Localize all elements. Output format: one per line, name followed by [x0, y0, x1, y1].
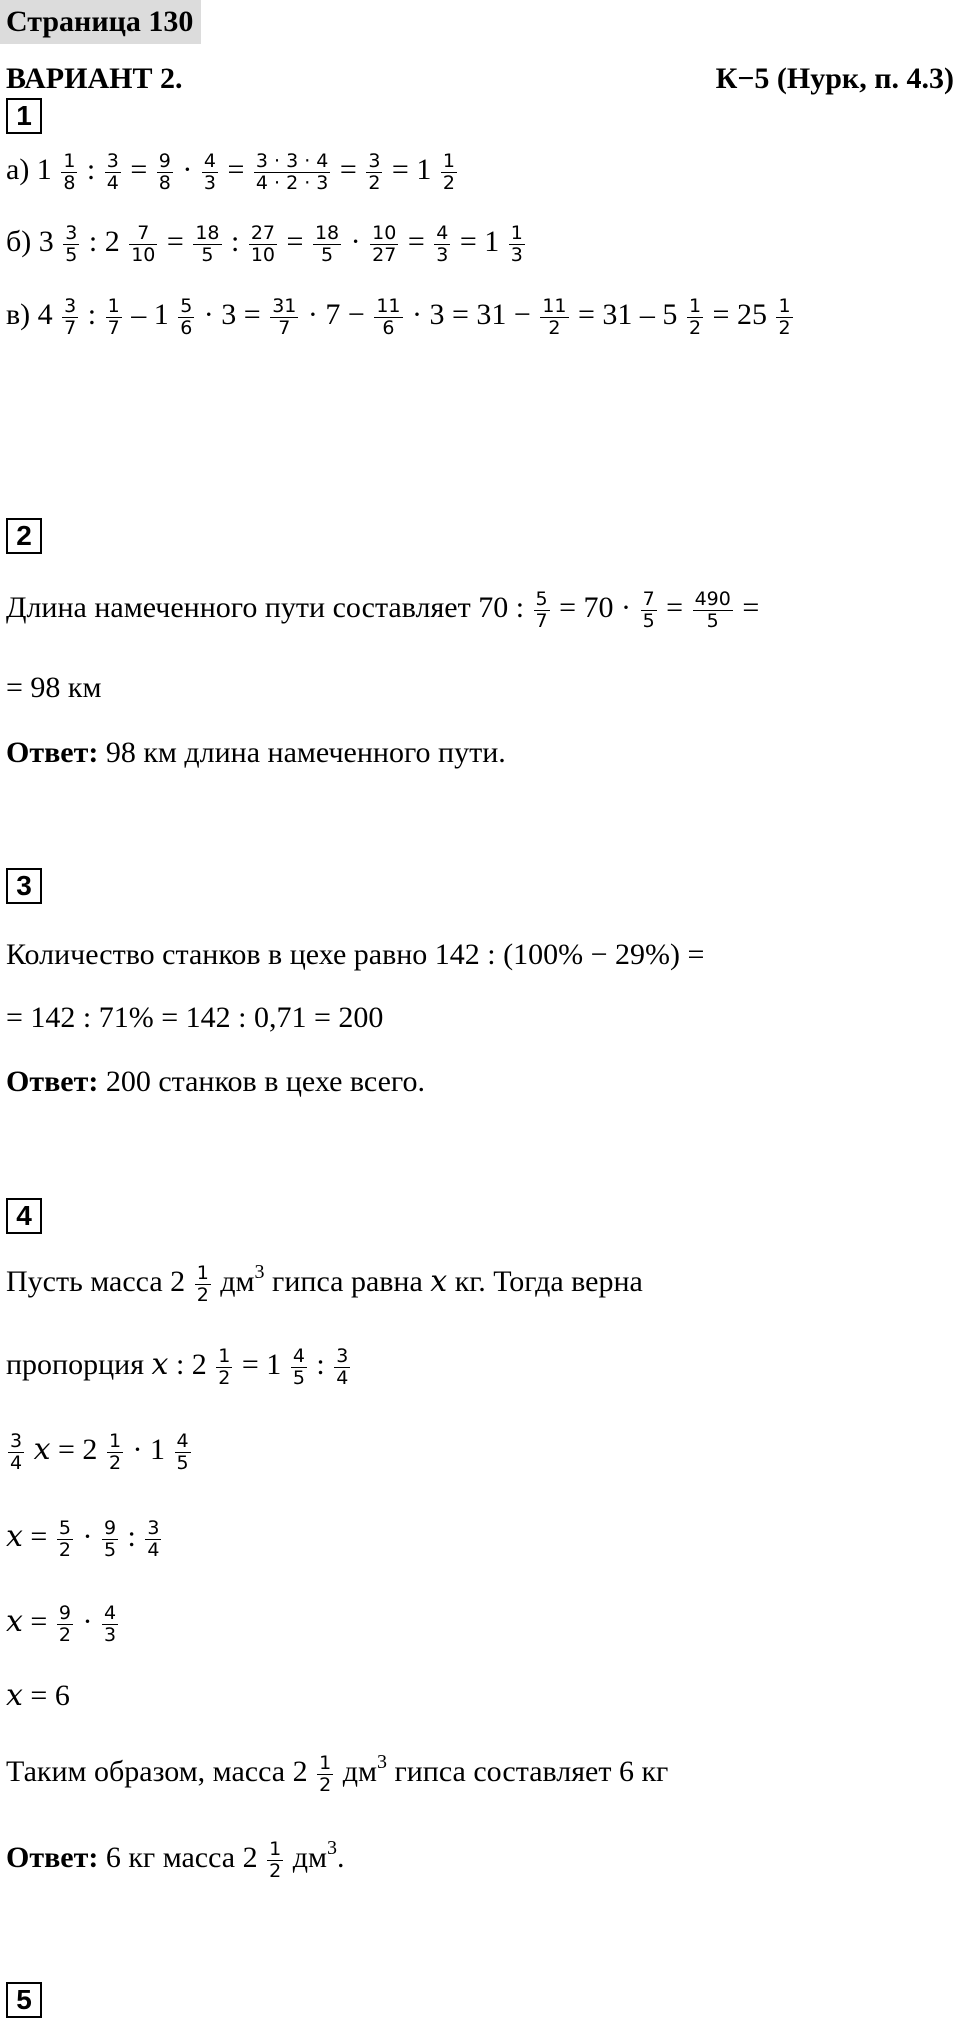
- task1-line-a: а) 1 $\frac{1}{8}$ : $\frac{3}{4}$ = $\frac{9}{8}$ · $\frac{4}{3}$ = $\frac{3 \cdot 3 \cdot 4}{4 \cdot 2 \cdot 3}$ = $\frac{3}{2}$ = 1 $\frac{1}{2}$: [6, 149, 455, 194]
- task2-answer: Ответ: 98 км длина намеченного пути.: [6, 736, 506, 769]
- fraction: $\frac{5}{6}$: [180, 294, 193, 339]
- fraction: $\frac{18}{5}$: [314, 221, 340, 266]
- fraction: $\frac{4}{3}$: [436, 221, 449, 266]
- fraction: $\frac{1}{2}$: [196, 1261, 209, 1306]
- fraction: $\frac{4}{3}$: [103, 1601, 117, 1646]
- task-number-2: 2: [6, 518, 42, 554]
- fraction: $\frac{27}{10}$: [250, 221, 276, 266]
- fraction: $\frac{10}{27}$: [372, 221, 397, 266]
- fraction: $\frac{9}{2}$: [58, 1601, 71, 1646]
- task2-line-1: Длина намеченного пути составляет 70 : $\frac{5}{7}$ = 70 · $\frac{7}{5}$ = $\frac{490}{5}$ =: [6, 587, 760, 632]
- task1-line-b: б) 3 $\frac{3}{5}$ : 2 $\frac{7}{10}$ = $\frac{18}{5}$ : $\frac{27}{10}$ = $\frac{18}{5}$ · $\frac{10}{27}$ = $\frac{4}{3}$ = 1 $\frac{1}{3}$: [6, 221, 523, 266]
- task4-line-7: Таким образом, масса 2 $\frac{1}{2}$ $дм^3$ гипса составляет 6 кг: [6, 1751, 669, 1796]
- fraction: $\frac{1}{2}$: [108, 1429, 122, 1474]
- fraction: $\frac{490}{5}$: [694, 587, 731, 632]
- fraction: $\frac{1}{8}$: [63, 149, 76, 194]
- fraction: $\frac{11}{6}$: [376, 294, 401, 339]
- task4-line-3: $\frac{3}{4}$ x = 2 $\frac{1}{2}$ · 1 $\frac{4}{5}$: [10, 1429, 189, 1474]
- fraction: $\frac{3}{4}$: [106, 149, 119, 194]
- task4-line-1: Пусть масса 2 $\frac{1}{2}$ $дм^3$ гипса равна x кг. Тогда верна: [6, 1261, 643, 1306]
- fraction: $\frac{9}{5}$: [103, 1516, 117, 1561]
- fraction: $\frac{4}{3}$: [203, 149, 216, 194]
- fraction: $\frac{4}{5}$: [292, 1344, 305, 1389]
- task4-line-4: x = $\frac{5}{2}$ · $\frac{9}{5}$ : $\frac{3}{4}$: [6, 1516, 160, 1561]
- fraction: $\frac{1}{3}$: [510, 221, 523, 266]
- fraction: $\frac{1}{2}$: [319, 1751, 332, 1796]
- task3-line-2: = 142 : 71% = 142 : 0,71 = 200: [6, 1001, 384, 1034]
- task4-line-5: x = $\frac{9}{2}$ · $\frac{4}{3}$: [6, 1601, 117, 1646]
- page-label: Страница 130: [0, 0, 201, 44]
- fraction: $\frac{11}{2}$: [542, 294, 567, 339]
- fraction: $\frac{18}{5}$: [195, 221, 220, 266]
- fraction: $\frac{1}{2}$: [778, 294, 791, 339]
- task-number-5: 5: [6, 1982, 42, 2018]
- answer-label: Ответ:: [6, 1065, 99, 1098]
- task2-line-2: = 98 км: [6, 671, 102, 704]
- fraction: $\frac{3}{4}$: [336, 1344, 349, 1389]
- answer-label: Ответ:: [6, 1841, 99, 1874]
- fraction: $\frac{3}{7}$: [64, 294, 77, 339]
- task-number-4: 4: [6, 1198, 42, 1234]
- fraction: $\frac{1}{7}$: [107, 294, 120, 339]
- fraction: $\frac{9}{8}$: [158, 149, 171, 194]
- task4-answer: Ответ: 6 кг масса 2 $\frac{1}{2}$ $дм^3$.: [6, 1837, 345, 1882]
- fraction: $\frac{1}{2}$: [269, 1837, 282, 1882]
- fraction: $\frac{5}{2}$: [58, 1516, 71, 1561]
- fraction: $\frac{3}{4}$: [147, 1516, 160, 1561]
- fraction: $\frac{31}{7}$: [272, 294, 297, 339]
- fraction: $\frac{1}{2}$: [218, 1344, 231, 1389]
- fraction: $\frac{3 \cdot 3 \cdot 4}{4 \cdot 2 \cdot 3}$: [255, 149, 329, 194]
- fraction: $\frac{4}{5}$: [176, 1429, 189, 1474]
- fraction: $\frac{1}{2}$: [442, 149, 455, 194]
- answer-label: Ответ:: [6, 736, 99, 769]
- task4-line-2: пропорция x : 2 $\frac{1}{2}$ = 1 $\frac{4}{5}$ : $\frac{3}{4}$: [6, 1344, 349, 1389]
- task-number-3: 3: [6, 868, 42, 904]
- fraction: $\frac{7}{5}$: [642, 587, 655, 632]
- task4-line-6: x = 6: [6, 1678, 70, 1713]
- reference-title: К−5 (Нурк, п. 4.3): [715, 62, 954, 95]
- task3-answer: Ответ: 200 станков в цехе всего.: [6, 1065, 425, 1098]
- variant-title: ВАРИАНТ 2.: [6, 62, 183, 95]
- fraction: $\frac{7}{10}$: [131, 221, 156, 266]
- fraction: $\frac{5}{7}$: [535, 587, 548, 632]
- fraction: $\frac{1}{2}$: [688, 294, 702, 339]
- task3-line-1: Количество станков в цехе равно 142 : (100% − 29%) =: [6, 938, 705, 971]
- task1-line-c: в) 4 $\frac{3}{7}$ : $\frac{1}{7}$ – 1 $\frac{5}{6}$ · 3 = $\frac{31}{7}$ · 7 − $\frac{11}{6}$ · 3 = 31 − $\frac{11}{2}$ = 31 – 5 $\frac{1}{2}$ = 25 $\frac{1}{2}$: [6, 294, 791, 339]
- fraction: $\frac{3}{4}$: [10, 1429, 23, 1474]
- task-number-1: 1: [6, 98, 42, 134]
- fraction: $\frac{3}{5}$: [65, 221, 78, 266]
- fraction: $\frac{3}{2}$: [368, 149, 381, 194]
